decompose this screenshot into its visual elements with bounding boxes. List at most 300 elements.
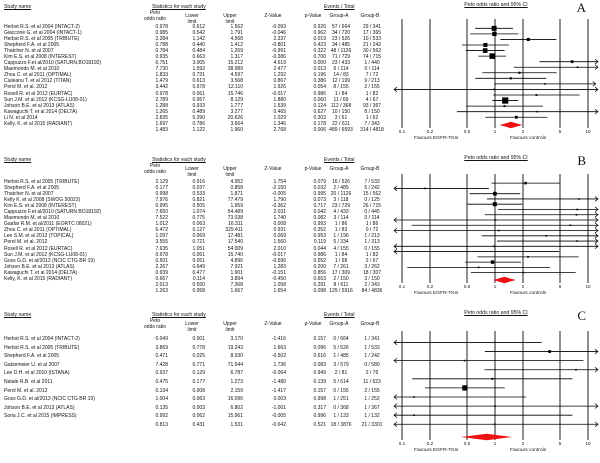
group-b-events-cell: 0 / 114 [364,66,380,73]
upper-limit-cell: 1.317 [230,54,243,61]
group-a-events-cell: 8 / 155 [333,84,349,91]
favours-right-label: Favours controls [510,136,547,141]
odds-ratio-cell: 7.730 [155,66,168,73]
study-name-cell: Johson B.E. et al 2013 (ATLAS) [4,263,75,270]
x-axis-tick-label: 0.2 [426,441,434,446]
upper-limit-cell: 1.777 [230,102,243,109]
p-value-cell: 0.317 [313,404,326,411]
column-header-lower-limit: Lower limit [185,13,199,25]
p-value-cell: 0.953 [313,233,326,240]
study-name-cell: Kelly, K. et al 2015 (RADIANT) [4,120,72,127]
odds-ratio-cell: 2.284 [155,36,168,43]
table-body [0,24,392,133]
panel-letter: A [576,0,586,15]
z-value-cell: 1.346 [273,120,286,127]
upper-limit-cell: 16.096 [227,396,243,403]
odds-ratio-cell: 0.475 [155,378,168,385]
odds-ratio-cell: 0.939 [155,269,168,276]
x-axis-tick-label: 0.2 [426,284,434,289]
plot-title: Peto odds ratio and 95% CI [464,2,528,8]
z-value-cell: 1.663 [273,344,286,351]
group-a-events-cell: 3 / 579 [333,361,349,368]
group-a-events-cell: 0 / 368 [333,404,349,411]
odds-ratio-cell: 0.667 [155,275,168,282]
p-value-cell: 0.998 [313,396,326,403]
p-value-cell: 0.013 [313,66,326,73]
group-a-events-cell: 6 / 114 [333,66,349,73]
upper-limit-cell: 38.989 [227,66,243,73]
table-body [0,336,392,431]
favours-right-label: Favours controls [510,291,547,296]
group-b-events-cell: 18 / 307 [362,269,382,276]
lower-limit-cell: 1.592 [192,66,205,73]
odds-ratio-cell: 0.471 [155,353,168,360]
z-value-cell: 1.926 [273,84,286,91]
x-axis-tick-label: 0.1 [398,441,406,446]
group-a-events-cell: 3 / 118 [333,197,349,204]
z-value-cell: -0.991 [271,48,286,55]
p-value-cell: 0.962 [313,30,326,37]
p-value-cell: 0.993 [313,221,326,228]
lower-limit-cell: 0.440 [192,42,205,49]
odds-ratio-cell: 1.483 [155,126,168,133]
column-header-group-a: Group-A [329,166,349,172]
z-value-cell: -0.017 [271,251,286,258]
z-value-cell: -0.005 [271,413,286,420]
x-axis-tick-label: 2 [521,129,525,134]
z-value-cell: 2.031 [273,209,286,216]
lower-limit-cell: 3.005 [192,60,205,67]
column-group-statistics: Statistics for each study [152,157,206,163]
group-b-events-cell: 3 / 262 [364,263,380,270]
odds-ratio-cell: 0.995 [155,203,168,210]
z-value-cell: -0.450 [271,275,286,282]
study-table [0,153,392,308]
favours-left-label: Favours EGFR-TKIs [414,136,459,141]
column-header-lower-limit: Lower limit [185,166,199,178]
z-value-cell: 0.867 [273,78,286,85]
z-value-cell: -0.502 [271,353,286,360]
group-a-events-cell: 8 / 611 [333,281,349,288]
lower-limit-cell: 0.778 [192,344,205,351]
study-name-cell: Herbst R.S. et al 2004 (INTACT-2) [4,336,80,342]
summary-diamond [500,122,523,128]
p-value-cell: 0.521 [313,421,326,428]
z-value-cell: -2.150 [271,185,286,192]
study-name-cell: Kim E.S. et al 2008 (INTEREST) [4,203,77,210]
group-b-events-cell: 1 / 440 [364,60,380,67]
group-a-events-cell: 5 / 614 [333,378,349,385]
odds-ratio-cell: 0.813 [155,421,168,428]
group-b-events-cell: 1 / 82 [365,251,379,258]
lower-limit-cell: 0.114 [192,275,205,282]
odds-ratio-cell: 0.788 [155,42,168,49]
upper-limit-cell: 8.129 [230,96,243,103]
lower-limit-cell: 0.933 [192,102,205,109]
z-value-cell: -1.417 [271,387,286,394]
z-value-cell: -0.005 [271,191,286,198]
group-b-events-cell: 10 / 533 [362,36,382,43]
upper-limit-cell: 6.787 [230,370,243,377]
group-a-events-cell: 1 / 133 [333,413,349,420]
p-value-cell: 0.157 [313,387,326,394]
favours-right-label: Favours controls [510,448,547,453]
group-b-events-cell: 0 / 125 [364,197,380,204]
z-value-cell: 1.790 [273,197,286,204]
upper-limit-cell: 15.212 [227,60,243,67]
lower-limit-cell: 1.051 [192,245,205,252]
p-value-cell: 0.856 [313,269,326,276]
odds-ratio-cell: 0.501 [155,257,168,264]
lower-limit-cell: 0.063 [192,396,205,403]
odds-ratio-cell: 7.635 [155,245,168,252]
z-value-cell: 1.292 [273,72,286,79]
group-b-events-cell: 1 / 132 [364,413,380,420]
x-axis-tick-label: 0.1 [398,129,406,134]
p-value-cell: 0.627 [313,108,326,115]
favours-left-label: Favours EGFR-TKIs [414,291,459,296]
group-a-events-cell: 57 / 664 [331,24,351,30]
table-row [0,362,392,371]
p-value-cell: 0.083 [313,361,326,368]
upper-limit-cell: 1.960 [230,126,243,133]
odds-ratio-cell: 7.428 [155,361,168,368]
odds-ratio-cell: 1.012 [155,221,168,228]
x-axis-tick-label: 10 [585,441,591,446]
upper-limit-cell: 1.901 [230,269,243,276]
study-name-cell: Natale R.B. et al 2011 [4,378,53,385]
forest-plot-canvas [392,308,600,463]
group-a-events-cell: 1 / 485 [333,353,349,360]
group-a-events-cell: 1 / 84 [334,251,348,258]
group-a-events-cell: 4 / 155 [333,245,349,252]
lower-limit-cell: 0.978 [192,84,205,91]
p-value-cell: 0.157 [313,336,326,342]
column-header-group-b: Group-B [360,166,380,172]
study-name-cell: Maemondo M. et al 2010 [4,215,60,222]
odds-ratio-cell: 0.978 [155,251,168,258]
group-b-events-cell: 1 / 367 [364,404,380,411]
p-value-cell: 0.000 [313,60,326,67]
column-header-study-name: Study name [4,4,32,10]
upper-limit-cell: 17.481 [227,233,243,240]
group-a-events-cell: 34 / 720 [331,30,351,37]
column-header-z-value: Z-Value [264,166,282,172]
upper-limit-cell: 15.746 [227,90,243,97]
group-b-events-cell: 1 / 242 [364,353,380,360]
upper-limit-cell: 1.269 [230,48,243,55]
group-b-events-cell: 1 / 213 [364,233,380,240]
odds-ratio-cell: 3.555 [155,239,168,246]
group-b-events-cell: 4 / 67 [365,96,379,103]
p-value-cell: 0.178 [313,120,326,127]
p-value-cell: 0.044 [313,245,326,252]
p-value-cell: 0.073 [313,197,326,204]
study-name-cell: Zhou C. et al 2011 (OPTIMAL) [4,72,72,79]
p-value-cell: 0.552 [313,257,326,264]
z-value-cell: -1.480 [271,378,286,385]
p-value-cell: 0.019 [313,36,326,43]
z-value-cell: -0.151 [271,269,286,276]
odds-ratio-cell: 1.265 [155,108,168,115]
z-value-cell: 1.654 [273,287,286,294]
group-a-events-cell: 14 / 83 [333,72,349,79]
group-a-events-cell: 23 / 729 [331,203,351,210]
group-a-events-cell: 0 / 664 [333,336,349,342]
z-value-cell: -0.596 [271,257,286,264]
p-value-cell: 0.098 [313,287,326,294]
x-axis-tick-label: 0.5 [463,129,471,134]
study-name-cell: Ciuleanu T. et al 2012 (TITAN) [4,78,72,85]
upper-limit-cell: 1.871 [230,191,243,198]
study-name-cell: Johson B.E. et al 2013 (ATLAS) [4,404,75,411]
column-header-odds-ratio: Peto odds ratio [144,10,166,22]
lower-limit-cell: 0.003 [192,404,205,411]
z-value-cell: 4.619 [273,60,286,67]
study-name-cell: Lee D.H. et al 2010 (ISTANA) [4,370,70,377]
group-b-events-cell: 26 / 715 [362,203,382,210]
upper-limit-cell: 54.009 [227,245,243,252]
group-a-events-cell: 20 / 1126 [330,191,352,198]
table-row [0,353,392,362]
group-a-events-cell: 5 / 334 [333,239,349,246]
upper-limit-cell: 7.368 [230,281,243,288]
group-a-events-cell: 2 / 150 [333,275,349,282]
group-b-events-cell: 2 / 76 [365,370,379,377]
group-a-events-cell: 2 / 81 [334,370,348,377]
study-name-cell: Giaccone G. et al 2004 (INTACT-1) [4,30,82,37]
study-name-cell: Shepherd F.A. et al 2005 [4,185,60,192]
study-name-cell: Li N. et al 2014 [4,114,38,121]
table-body [0,179,392,294]
group-a-events-cell: 1 / 84 [334,90,348,97]
group-a-events-cell: 1 / 251 [333,396,349,403]
p-value-cell: 0.032 [313,185,326,192]
lower-limit-cell: 0.663 [192,54,205,61]
lower-limit-cell: 0.916 [192,179,205,185]
group-b-events-cell: 2 / 343 [364,281,380,288]
column-header-upper-limit: Upper limit [223,166,237,178]
p-value-cell: 0.616 [313,353,326,360]
group-a-events-cell: 18 / 3876 [330,421,352,428]
x-axis-tick-label: 0.2 [426,129,434,134]
upper-limit-cell: 4.896 [230,257,243,264]
group-b-events-cell: 1 / 252 [364,396,380,403]
study-name-cell: Kelly K. et al 2008 (SWOG 50023) [4,197,81,204]
group-a-events-cell: 10 / 150 [331,108,351,115]
group-a-events-cell: 1 / 68 [334,257,348,264]
z-value-cell: 1.283 [273,263,286,270]
table-row [0,379,392,388]
lower-limit-cell: 0.069 [192,233,205,240]
lower-limit-cell: 0.001 [192,336,205,342]
column-group-statistics: Statistics for each study [152,312,206,318]
study-name-cell: Thatcher N. et al 2007 [4,191,54,198]
study-name-cell: Thatcher N. et al 2007 [4,48,54,55]
group-a-events-cell: 11 / 69 [333,96,349,103]
group-a-events-cell: 1 / 83 [334,227,348,234]
p-value-cell: 0.119 [313,239,326,246]
column-group-events: Events / Total [324,312,355,318]
study-name-cell: Zhou C. et al 2011 (OPTIMAL) [4,227,72,234]
lower-limit-cell: 0.063 [192,221,205,228]
column-header-odds-ratio: Peto odds ratio [144,163,166,175]
column-header-z-value: Z-Value [264,13,282,19]
group-b-events-cell: 1 / 341 [364,336,380,342]
odds-ratio-cell: 3.442 [155,84,168,91]
study-name-cell: Shepherd F.A. et al 2005 [4,42,60,49]
p-value-cell: 0.352 [313,227,326,234]
lower-limit-cell: 0.037 [192,185,205,192]
lower-limit-cell: 0.731 [192,72,205,79]
group-b-events-cell: 5 / 242 [364,185,380,192]
z-value-cell: 0.465 [273,108,286,115]
upper-limit-cell: 1.791 [230,30,243,37]
odds-ratio-cell: 1.479 [155,78,168,85]
upper-limit-cell: 1.531 [230,421,243,428]
group-a-events-cell: 5 / 526 [333,344,349,351]
lower-limit-cell: 0.061 [192,90,205,97]
lower-limit-cell: 0.821 [192,197,205,204]
group-b-events-cell: 0 / 580 [364,361,380,368]
odds-ratio-cell: 0.937 [155,370,168,377]
group-a-events-cell: 489 / 6593 [329,126,353,133]
x-axis-tick-label: 0.1 [398,284,406,289]
study-name-cell: Goss G.D. et al/2013 (NCIC CTG BR 19) [4,257,95,264]
group-b-events-cell: 1 / 82 [365,90,379,97]
lower-limit-cell: 0.008 [192,387,205,394]
p-value-cell: 0.006 [313,126,326,133]
group-a-events-cell: 34 / 485 [331,42,351,49]
panel-letter: B [577,153,586,168]
odds-ratio-cell: 2.129 [155,179,168,185]
table-row [0,413,392,422]
study-name-cell: Herbst R.S. et al 2005 (TRIBUTE) [4,344,80,351]
odds-ratio-cell: 2.789 [155,96,168,103]
odds-ratio-cell: 7.522 [155,215,168,222]
upper-limit-cell: 15.740 [227,251,243,258]
upper-limit-cell: 1.273 [230,378,243,385]
x-axis-tick-label: 1 [493,129,497,134]
odds-ratio-cell: 1.697 [155,120,168,127]
column-header-p-value: p-Value [304,321,322,327]
p-value-cell: 0.653 [313,275,326,282]
odds-ratio-cell: 7.976 [155,197,168,204]
p-value-cell: 0.124 [313,102,326,109]
lower-limit-cell: 0.489 [192,108,205,115]
z-value-cell: 2.477 [273,66,286,73]
table-row [0,288,392,294]
group-a-events-cell: 7 / 261 [333,263,349,270]
p-value-cell: 0.291 [313,281,326,288]
p-value-cell: 0.060 [313,96,326,103]
table-row [0,345,392,354]
lower-limit-cell: 1.142 [192,36,205,43]
column-header-group-b: Group-B [360,13,380,19]
lower-limit-cell: 0.390 [192,114,205,121]
upper-limit-cell: 71.544 [227,361,243,368]
group-a-events-cell: 48 / 1126 [330,48,352,55]
z-value-cell: 2.337 [273,36,286,43]
p-value-cell: 0.949 [313,370,326,377]
x-axis-tick-label: 10 [585,129,591,134]
column-header-group-a: Group-A [329,321,349,327]
group-b-events-cell: 0 / 445 [364,209,380,216]
group-b-events-cell: 0 / 72 [365,227,379,234]
z-value-cell: 2.010 [273,245,286,252]
z-value-cell: -0.362 [271,203,286,210]
group-b-events-cell: 7 / 72 [365,72,379,79]
odds-ratio-cell: 0.978 [155,24,168,30]
p-value-cell: 0.139 [313,378,326,385]
study-name-cell: Perol M. et al. 2012 [4,239,48,246]
group-b-events-cell: 21 / 242 [362,42,382,49]
upper-limit-cell: 3.277 [230,108,243,115]
upper-limit-cell: 1.562 [230,24,243,30]
upper-limit-cell: 4.952 [230,179,243,185]
upper-limit-cell: 4.597 [230,72,243,79]
group-a-events-cell: 0 / 155 [333,387,349,394]
group-a-events-cell: 17 / 309 [331,269,351,276]
x-axis-tick-label: 2 [521,284,525,289]
z-value-cell: -0.386 [271,54,286,61]
odds-ratio-cell: 0.134 [155,387,168,394]
group-b-events-cell: 17 / 365 [362,30,382,37]
study-table [0,0,392,153]
odds-ratio-cell: 0.935 [155,54,168,61]
plot-title: Peto odds ratio and 95% CI [464,155,528,161]
p-value-cell: 0.054 [313,84,326,91]
table-row [0,396,392,405]
z-value-cell: 1.736 [273,361,286,368]
group-b-events-cell: 314 / 4818 [360,126,384,133]
group-b-events-cell: 74 / 715 [362,54,382,61]
group-b-events-cell: 11 / 623 [363,378,381,385]
table-row [0,405,392,414]
column-header-odds-ratio: Peto odds ratio [144,318,166,330]
forest-panel-b [0,153,600,308]
column-group-events: Events / Total [324,4,355,10]
table-row [0,336,392,345]
upper-limit-cell: 6.802 [230,404,243,411]
lower-limit-cell: 0.062 [192,413,205,420]
group-b-events-cell: 9 / 213 [364,78,380,85]
upper-limit-cell: 19.243 [227,344,243,351]
group-b-events-cell: 3 / 150 [364,275,380,282]
study-name-cell: Kawaguchi T. et al 2014 (DELTA) [4,108,78,115]
lower-limit-cell: 0.477 [192,269,205,276]
study-name-cell: Gatzemeier U. et al 2007 [4,361,60,368]
z-value-cell: 1.539 [273,102,286,109]
table-row [0,370,392,379]
p-value-cell: 0.079 [313,179,326,185]
group-b-events-cell: 2 / 155 [364,387,380,394]
group-b-events-cell: 2 / 155 [364,84,380,91]
group-a-events-cell: 22 / 611 [332,120,350,127]
study-name-cell: Herbst R.S. et al 2004 (INTACT-2) [4,24,80,30]
group-b-events-cell: 2 / 67 [365,257,379,264]
upper-limit-cell: 1.667 [230,287,243,294]
p-value-cell: 0.926 [313,24,326,30]
z-value-cell: 1.029 [273,114,286,121]
group-a-events-cell: 112 / 368 [330,102,352,109]
odds-ratio-cell: 1.097 [155,233,168,240]
upper-limit-cell: 3.170 [230,336,243,342]
study-name-cell: Shepherd F.A. et al 2005 [4,353,60,360]
group-b-events-cell: 1 / 313 [364,239,380,246]
z-value-cell: 0.069 [273,233,286,240]
lower-limit-cell: 0.051 [192,257,205,264]
